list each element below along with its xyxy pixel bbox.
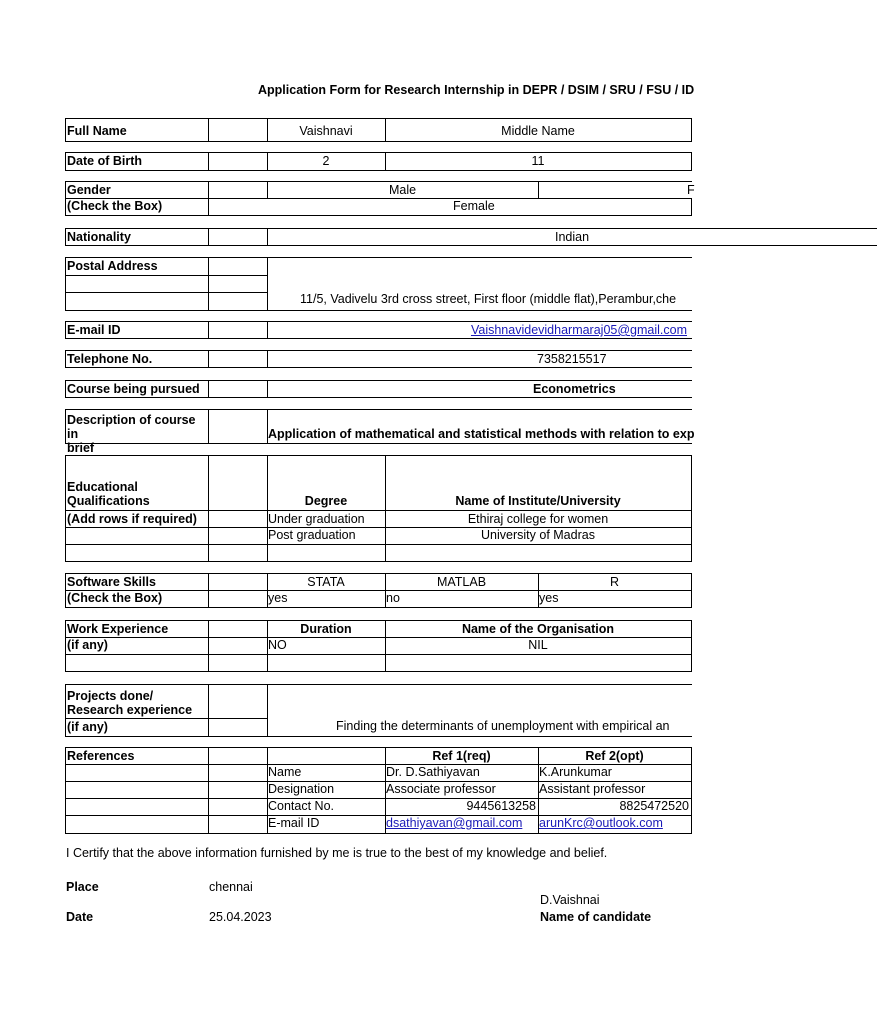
dob-day-field[interactable]: 2 — [267, 152, 386, 171]
projects-spacer-1 — [208, 684, 268, 719]
education-degree-1[interactable]: Under graduation — [267, 510, 386, 528]
course-label: Course being pursued — [65, 380, 209, 398]
postal-blank-1 — [65, 275, 209, 293]
software-matlab-check[interactable]: no — [385, 590, 539, 608]
education-spacer-2 — [208, 527, 268, 545]
education-label — [65, 455, 209, 511]
work-org-header: Name of the Organisation — [385, 620, 692, 638]
gender-male-option[interactable]: Male — [267, 181, 539, 199]
postal-spacer-2 — [208, 275, 268, 293]
references-spacer-4 — [208, 815, 268, 834]
references-spacer-1 — [208, 764, 268, 782]
references-blank-4 — [65, 815, 209, 834]
education-add-rows-label: (Add rows if required) — [65, 510, 209, 528]
form-title: Application Form for Research Internship in DEPR / DSIM / SRU / FSU / ID — [258, 83, 695, 97]
email-spacer — [208, 321, 268, 339]
gender-female-option[interactable]: F — [538, 181, 692, 199]
work-blank-label — [65, 654, 209, 672]
work-duration-blank[interactable] — [267, 654, 386, 672]
place-value: chennai — [209, 880, 253, 894]
software-spacer-2 — [208, 590, 268, 608]
gender-spacer — [208, 181, 268, 199]
education-degree-3[interactable] — [267, 544, 386, 562]
references-name-label: Name — [267, 764, 386, 782]
education-institute-3[interactable] — [385, 544, 692, 562]
postal-label: Postal Address — [65, 257, 209, 276]
references-field-header — [267, 747, 386, 765]
work-spacer-1 — [208, 620, 268, 638]
software-r-check[interactable]: yes — [538, 590, 692, 608]
telephone-field[interactable]: 7358215517 — [267, 350, 692, 368]
ref2-name-field[interactable]: K.Arunkumar — [538, 764, 692, 782]
education-institute-1[interactable]: Ethiraj college for women — [385, 510, 692, 528]
references-spacer-h — [208, 747, 268, 765]
work-spacer-3 — [208, 654, 268, 672]
nationality-value: Indian — [555, 230, 590, 244]
candidate-name-label: Name of candidate — [540, 910, 652, 924]
first-name-field[interactable]: Vaishnavi — [267, 118, 386, 142]
education-spacer-1 — [208, 510, 268, 528]
gender-check-label: (Check the Box) — [65, 198, 209, 216]
references-email-label: E-mail ID — [267, 815, 386, 834]
ref1-email-link[interactable]: dsathiyavan@gmail.com — [386, 816, 523, 830]
software-label: Software Skills — [65, 573, 209, 591]
work-org-blank[interactable] — [385, 654, 692, 672]
gender-selected-value[interactable]: Female — [208, 198, 692, 216]
projects-field[interactable]: Finding the determinants of unemployment with empirical an — [267, 684, 692, 737]
postal-address-field[interactable]: 11/5, Vadivelu 3rd cross street, First floor (middle flat),Perambur,che — [267, 257, 692, 311]
gender-label: Gender — [65, 181, 209, 199]
references-blank-1 — [65, 764, 209, 782]
education-spacer-head — [208, 455, 268, 511]
place-label: Place — [66, 880, 99, 894]
references-contact-label: Contact No. — [267, 798, 386, 816]
email-label: E-mail ID — [65, 321, 209, 339]
education-institute-2[interactable]: University of Madras — [385, 527, 692, 545]
references-spacer-3 — [208, 798, 268, 816]
date-label: Date — [66, 910, 94, 924]
software-matlab-header: MATLAB — [385, 573, 539, 591]
nationality-label: Nationality — [65, 228, 209, 246]
ref1-contact-field[interactable]: 9445613258 — [385, 798, 539, 816]
postal-spacer-3 — [208, 292, 268, 311]
date-value: 25.04.2023 — [209, 910, 272, 924]
course-desc-spacer — [208, 409, 268, 444]
course-desc-label-line2: brief — [67, 441, 95, 455]
email-field[interactable] — [267, 321, 692, 339]
course-spacer — [208, 380, 268, 398]
projects-spacer-2 — [208, 718, 268, 737]
references-ref2-header: Ref 2(opt) — [538, 747, 692, 765]
ref2-designation-field[interactable]: Assistant professor — [538, 781, 692, 799]
education-spacer-3 — [208, 544, 268, 562]
certification-statement: I Certify that the above information furnished by me is true to the best of my knowledge and belief. — [66, 846, 608, 860]
telephone-label: Telephone No. — [65, 350, 209, 368]
course-desc-label-line1: Description of course in — [67, 413, 196, 441]
projects-label — [65, 684, 209, 719]
education-label-line2: Qualifications — [67, 494, 150, 508]
education-institute-header: Name of Institute/University — [385, 455, 692, 511]
education-blank-label-2 — [65, 527, 209, 545]
ref1-name-field[interactable]: Dr. D.Sathiyavan — [385, 764, 539, 782]
work-ifany-label: (if any) — [65, 637, 209, 655]
education-degree-2[interactable]: Post graduation — [267, 527, 386, 545]
work-org-field[interactable]: NIL — [385, 637, 692, 655]
work-duration-header: Duration — [267, 620, 386, 638]
work-label: Work Experience — [65, 620, 209, 638]
software-spacer-1 — [208, 573, 268, 591]
nationality-spacer — [208, 228, 268, 246]
projects-ifany-label: (if any) — [65, 718, 209, 737]
education-degree-header: Degree — [267, 455, 386, 511]
dob-month-field[interactable]: 11 — [385, 152, 692, 171]
references-designation-label: Designation — [267, 781, 386, 799]
work-duration-field[interactable]: NO — [267, 637, 386, 655]
projects-label-line1: Projects done/ — [67, 689, 154, 703]
software-stata-check[interactable]: yes — [267, 590, 386, 608]
references-blank-3 — [65, 798, 209, 816]
software-check-label: (Check the Box) — [65, 590, 209, 608]
references-blank-2 — [65, 781, 209, 799]
dob-spacer — [208, 152, 268, 171]
postal-blank-2 — [65, 292, 209, 311]
references-label: References — [65, 747, 209, 765]
email-link[interactable]: Vaishnavidevidharmaraj05@gmail.com — [470, 323, 687, 337]
telephone-spacer — [208, 350, 268, 368]
software-stata-header: STATA — [267, 573, 386, 591]
dob-label: Date of Birth — [65, 152, 209, 171]
course-desc-label — [65, 409, 209, 455]
projects-label-line2: Research experience — [67, 703, 193, 717]
postal-spacer-1 — [208, 257, 268, 276]
references-ref1-header: Ref 1(req) — [385, 747, 539, 765]
ref2-email-link[interactable]: arunKrc@outlook.com — [539, 816, 663, 830]
references-spacer-2 — [208, 781, 268, 799]
middle-name-field[interactable]: Middle Name — [385, 118, 692, 142]
candidate-signature-name: D.Vaishnai — [540, 893, 600, 907]
ref1-designation-field[interactable]: Associate professor — [385, 781, 539, 799]
education-label-line1: Educational — [67, 480, 138, 494]
ref2-email-field[interactable] — [538, 815, 692, 834]
education-blank-label-3 — [65, 544, 209, 562]
course-desc-field[interactable]: Application of mathematical and statistical methods with relation to exp — [267, 409, 692, 444]
full-name-label: Full Name — [65, 118, 209, 142]
full-name-spacer — [208, 118, 268, 142]
course-field[interactable]: Econometrics — [267, 380, 692, 398]
ref2-contact-field[interactable]: 8825472520 — [538, 798, 692, 816]
ref1-email-field[interactable] — [385, 815, 539, 834]
nationality-field[interactable] — [267, 228, 877, 246]
work-spacer-2 — [208, 637, 268, 655]
software-r-header: R — [538, 573, 692, 591]
